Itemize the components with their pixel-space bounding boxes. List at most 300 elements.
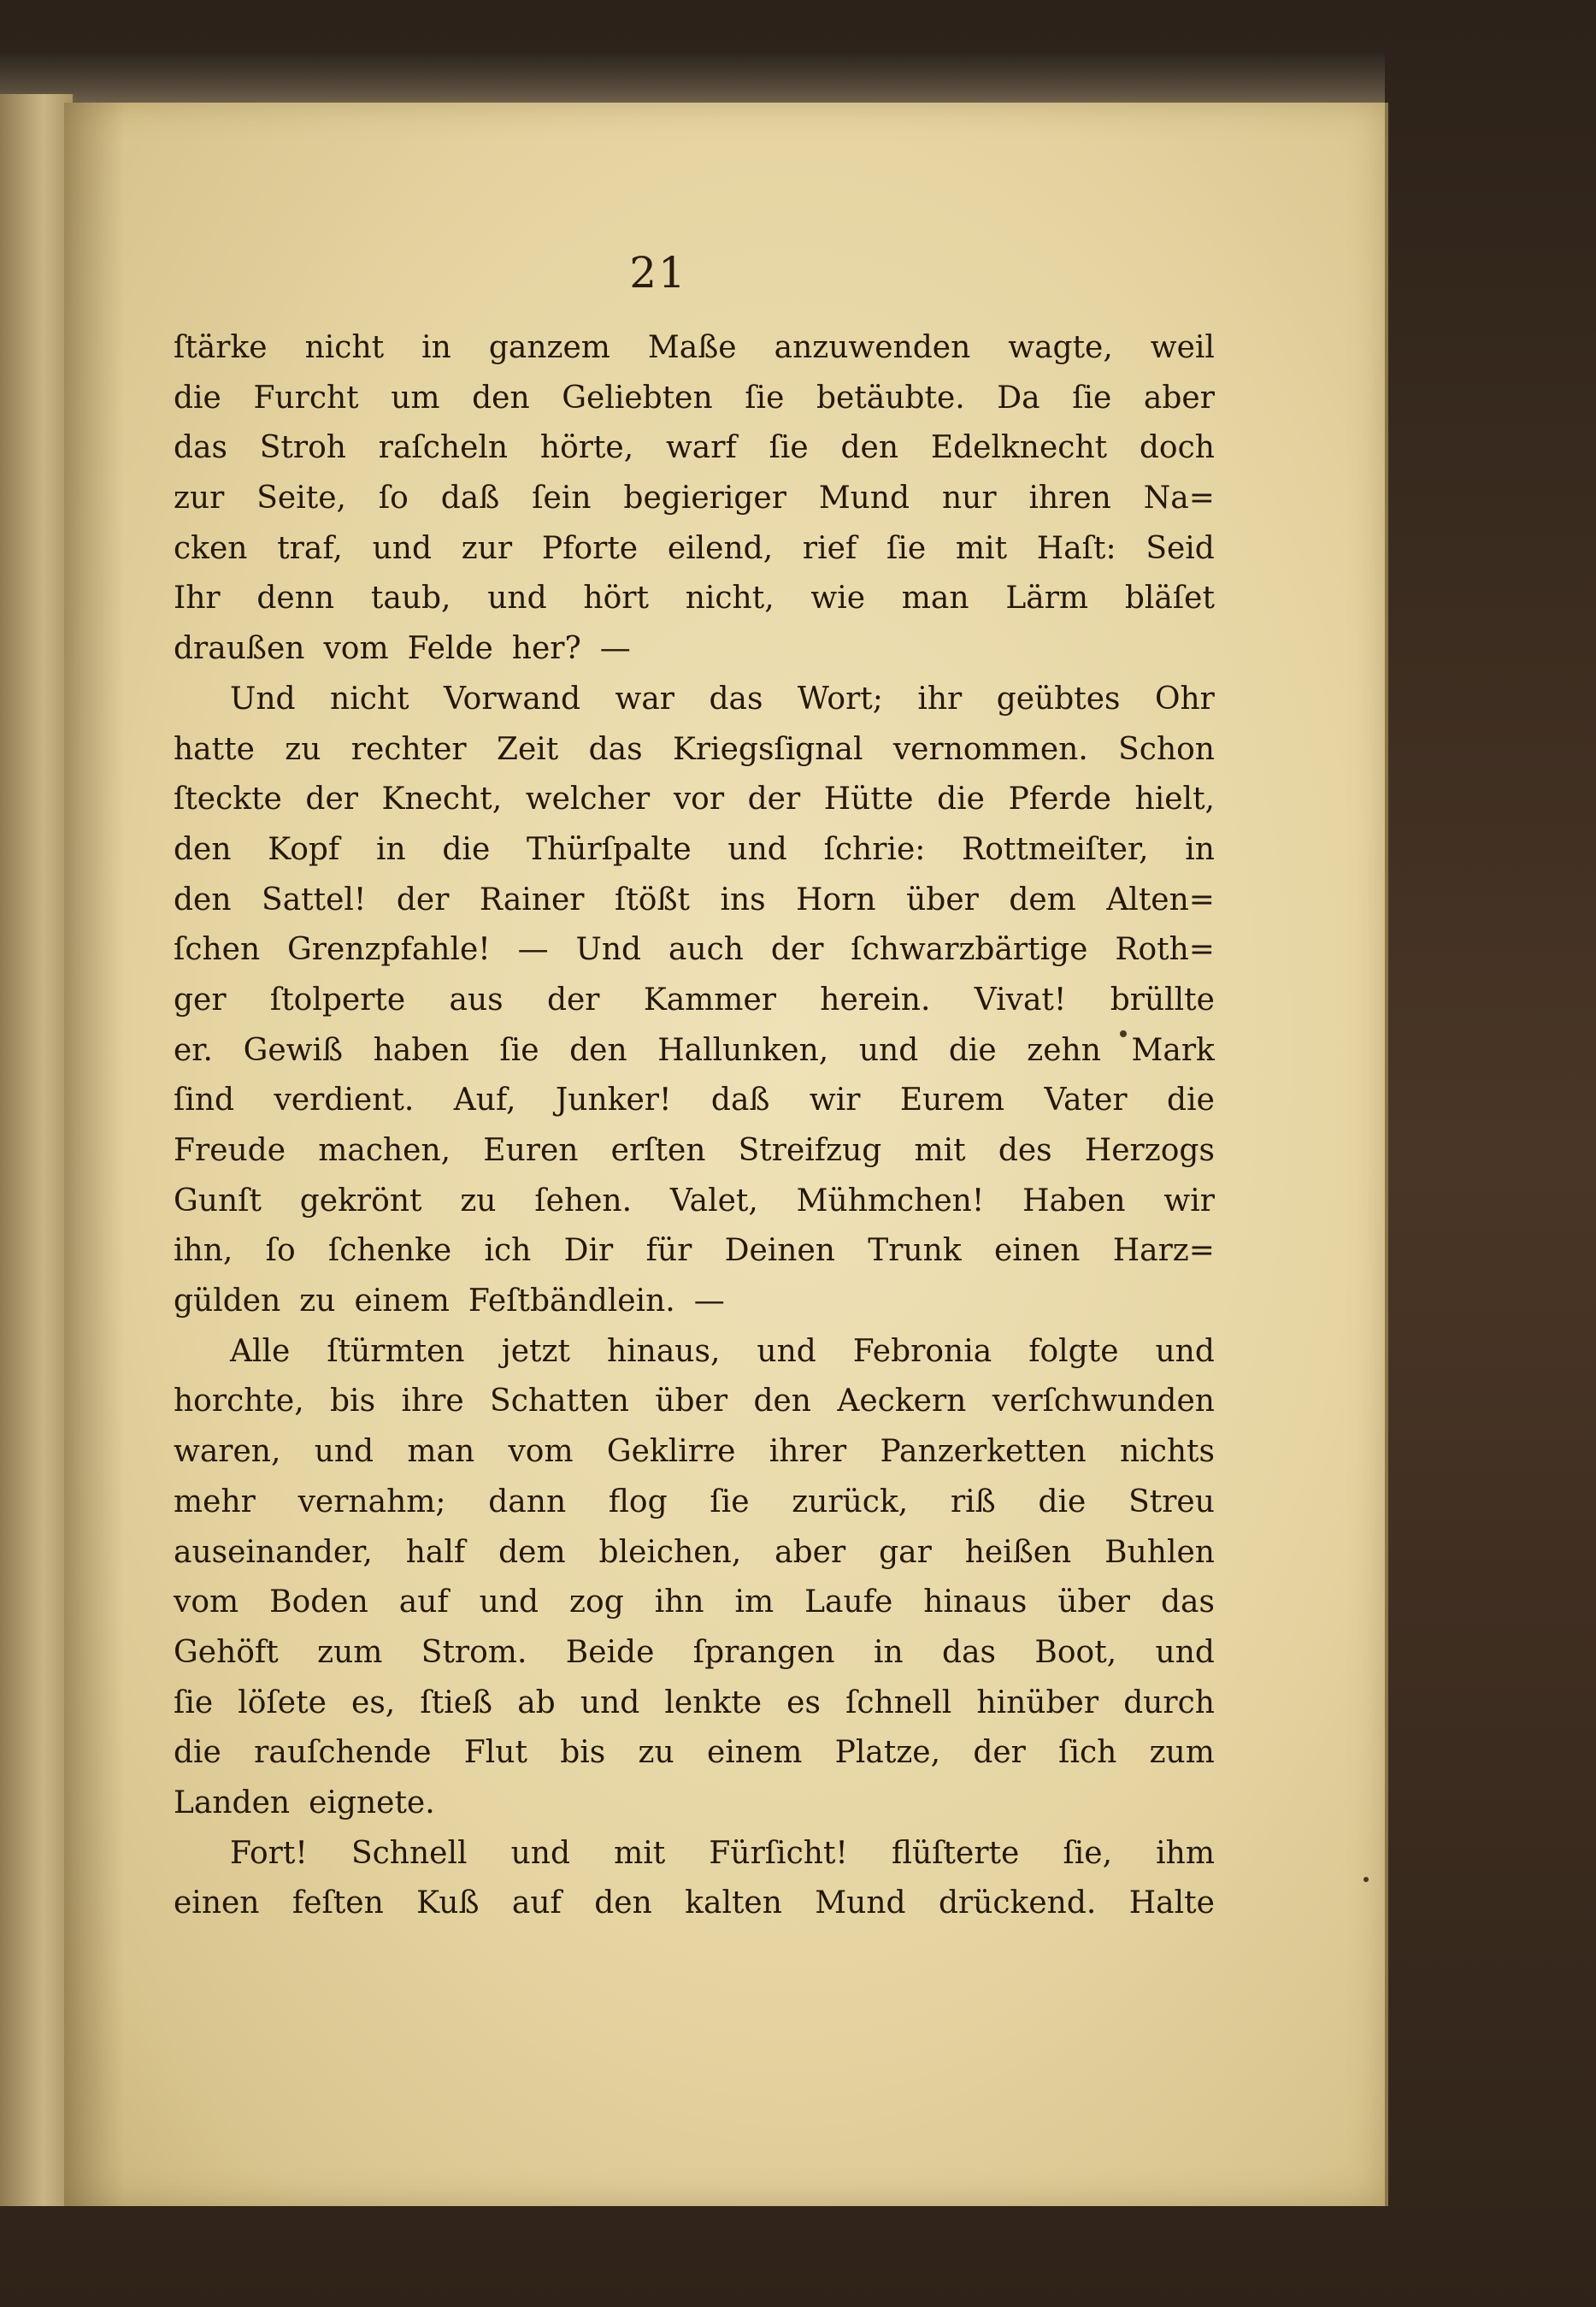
word: Mark xyxy=(1131,1032,1215,1068)
word: ſie xyxy=(745,380,785,416)
text-line xyxy=(174,1578,1215,1628)
word: Gunſt xyxy=(174,1183,262,1218)
word: Mühmchen! xyxy=(796,1183,985,1218)
text-line xyxy=(174,1076,1215,1126)
word: der xyxy=(396,882,450,917)
word: die xyxy=(937,782,985,817)
word: Kopf xyxy=(268,831,340,867)
word: mehr xyxy=(174,1484,256,1519)
paper-spot xyxy=(1120,1030,1127,1037)
text-line xyxy=(174,1026,1215,1077)
word: Valet, xyxy=(669,1183,758,1218)
word: nichts xyxy=(1120,1434,1215,1470)
word: ihren xyxy=(1028,481,1111,516)
word: die xyxy=(1038,1484,1087,1519)
word: der xyxy=(770,932,824,968)
word: Alten= xyxy=(1106,882,1215,917)
word: Trunk xyxy=(868,1233,962,1269)
text-line xyxy=(174,1226,1215,1277)
word: er. xyxy=(174,1032,214,1068)
word: flog xyxy=(608,1484,668,1519)
word: löſete xyxy=(238,1685,327,1720)
word: zehn xyxy=(1027,1032,1101,1068)
word: man xyxy=(407,1434,475,1470)
word: ſteckte xyxy=(174,782,282,817)
word: Beide xyxy=(565,1634,655,1670)
word: jetzt xyxy=(501,1333,570,1369)
word: Gewiß xyxy=(243,1032,344,1068)
text-line xyxy=(174,1779,1215,1829)
text-line xyxy=(174,524,1215,575)
word: um xyxy=(391,380,440,416)
text-line xyxy=(174,1679,1215,1729)
word: einem xyxy=(706,1735,803,1771)
word: Haſt: xyxy=(1036,530,1116,566)
word: Grenzpfahle! xyxy=(287,932,491,968)
word: ihn, xyxy=(174,1233,233,1269)
word: der xyxy=(747,782,801,817)
word: — xyxy=(599,631,631,667)
text-line xyxy=(174,323,1215,374)
word: raſcheln xyxy=(378,430,509,466)
word: Kriegsſignal xyxy=(672,731,863,767)
word: ſchrie: xyxy=(823,831,926,867)
word: ſtürmten xyxy=(327,1333,465,1369)
word: Pforte xyxy=(541,530,639,566)
word: hatte xyxy=(174,731,255,767)
word: — xyxy=(517,932,549,968)
word: Herzogs xyxy=(1084,1133,1215,1168)
word: hinaus xyxy=(923,1584,1028,1620)
word: — xyxy=(693,1283,725,1319)
paper-spot xyxy=(1363,1877,1369,1882)
word: ſie xyxy=(769,430,809,466)
word: Seid xyxy=(1145,530,1215,566)
word: Boden xyxy=(269,1584,368,1620)
word: zum xyxy=(317,1634,383,1670)
text-line xyxy=(174,1377,1215,1427)
word: in xyxy=(375,831,406,867)
word: zur xyxy=(461,530,513,566)
word: der xyxy=(305,782,358,817)
word: Haben xyxy=(1022,1183,1126,1218)
word: Rainer xyxy=(479,882,585,917)
book-page xyxy=(64,103,1388,2206)
word: draußen xyxy=(174,631,305,667)
word: Deinen xyxy=(724,1233,835,1269)
body-text xyxy=(174,323,1215,1929)
word: daß xyxy=(710,1083,770,1118)
word: mit xyxy=(614,1835,666,1871)
word: es xyxy=(786,1685,821,1720)
word: Junker! xyxy=(555,1083,672,1118)
word: Gehöft xyxy=(174,1634,279,1670)
word: Vorwand xyxy=(443,681,581,717)
word: den xyxy=(753,1384,811,1419)
word: Euren xyxy=(483,1133,579,1168)
word: wagte, xyxy=(1008,330,1113,365)
word: Platze, xyxy=(834,1735,941,1771)
word: ſich xyxy=(1058,1735,1117,1771)
word: eilend, xyxy=(667,530,774,566)
word: ihm xyxy=(1156,1835,1215,1871)
word: ſtolperte xyxy=(269,982,406,1018)
word: auf xyxy=(511,1885,562,1921)
word: erſten xyxy=(610,1133,706,1168)
word: warf xyxy=(665,430,737,466)
word: Streifzug xyxy=(738,1133,882,1168)
word: die xyxy=(174,380,221,416)
word: feſten xyxy=(292,1885,384,1921)
word: und xyxy=(510,1835,571,1871)
word: in xyxy=(421,330,451,365)
word: in xyxy=(1185,831,1215,867)
word: dann xyxy=(488,1484,567,1519)
word: das xyxy=(709,681,763,717)
word: cken xyxy=(174,530,248,566)
word: horchte, xyxy=(174,1384,304,1419)
word: Lärm xyxy=(1005,581,1089,617)
text-line xyxy=(174,876,1215,926)
word: Fort! xyxy=(230,1835,308,1871)
word: Knecht, xyxy=(381,782,503,817)
word: Edelknecht xyxy=(930,430,1108,466)
word: ganzem xyxy=(488,330,610,365)
word: für xyxy=(645,1233,692,1269)
text-line xyxy=(174,423,1215,474)
word: taub, xyxy=(370,581,451,617)
word: Seite, xyxy=(256,481,346,516)
word: zog xyxy=(569,1584,624,1620)
word: über xyxy=(655,1384,728,1419)
word: das xyxy=(1160,1584,1215,1620)
word: ſehen. xyxy=(534,1183,633,1218)
word: doch xyxy=(1139,430,1215,466)
word: ins xyxy=(720,882,766,917)
word: Geliebten xyxy=(562,380,713,416)
word: ſo xyxy=(378,481,409,516)
word: Hütte xyxy=(823,782,914,817)
word: das xyxy=(588,731,643,767)
word: bläſet xyxy=(1124,581,1215,617)
word: und xyxy=(314,1434,374,1470)
word: Kuß xyxy=(416,1885,480,1921)
text-line xyxy=(174,574,1215,624)
word: kalten xyxy=(685,1885,782,1921)
word: riß xyxy=(950,1484,996,1519)
word: Furcht xyxy=(253,380,359,416)
word: nicht xyxy=(330,681,409,717)
word: den xyxy=(174,882,232,917)
text-line xyxy=(174,1427,1215,1478)
word: durch xyxy=(1123,1685,1215,1720)
word: ſchenke xyxy=(327,1233,452,1269)
word: Auf, xyxy=(453,1083,516,1118)
word: zu xyxy=(285,731,321,767)
word: ſchnell xyxy=(845,1685,952,1720)
word: verdient. xyxy=(274,1083,415,1118)
word: rechter xyxy=(350,731,467,767)
word: Landen xyxy=(174,1785,291,1820)
word: waren, xyxy=(174,1434,281,1470)
word: Flut xyxy=(463,1735,527,1771)
word: Schon xyxy=(1118,731,1215,767)
text-line xyxy=(174,976,1215,1026)
word: Halte xyxy=(1128,1885,1215,1921)
word: zu xyxy=(299,1283,336,1319)
word: herein. xyxy=(820,982,931,1018)
word: und xyxy=(858,1032,919,1068)
word: vom xyxy=(508,1434,574,1470)
word: ſtieß xyxy=(420,1685,493,1720)
word: Mund xyxy=(815,1885,906,1921)
word: vernommen. xyxy=(892,731,1088,767)
word: und xyxy=(487,581,547,617)
word: auseinander, xyxy=(174,1534,373,1570)
word: mit xyxy=(955,530,1008,566)
word: Kammer xyxy=(643,982,776,1018)
word: und xyxy=(479,1584,539,1620)
word: machen, xyxy=(318,1133,451,1168)
text-line xyxy=(174,474,1215,524)
word: zum xyxy=(1149,1735,1215,1771)
word: ſchwarzbärtige xyxy=(851,932,1088,968)
word: folgte xyxy=(1028,1333,1119,1369)
word: man xyxy=(901,581,969,617)
word: den xyxy=(174,831,232,867)
word: Strom. xyxy=(421,1634,527,1670)
word: zur xyxy=(174,481,225,516)
word: Vater xyxy=(1044,1083,1128,1118)
word: nur xyxy=(941,481,997,516)
word: ihn xyxy=(654,1584,704,1620)
word: geübtes xyxy=(996,681,1121,717)
word: Vivat! xyxy=(974,982,1067,1018)
word: ich xyxy=(484,1233,532,1269)
word: vom xyxy=(323,631,389,667)
word: verſchwunden xyxy=(992,1384,1215,1419)
word: gekrönt xyxy=(299,1183,422,1218)
word: bis xyxy=(330,1384,376,1419)
text-line xyxy=(174,1177,1215,1227)
text-line xyxy=(174,1478,1215,1528)
gutter-shadow xyxy=(64,103,124,2206)
word: nicht, xyxy=(685,581,774,617)
word: und xyxy=(727,831,787,867)
word: Na= xyxy=(1143,481,1215,516)
word: ger xyxy=(174,982,227,1018)
word: Ihr xyxy=(174,581,221,617)
word: einem xyxy=(354,1283,450,1319)
word: in xyxy=(873,1634,904,1670)
word: drückend. xyxy=(938,1885,1097,1921)
word: den xyxy=(472,380,530,416)
text-line xyxy=(174,675,1215,725)
word: Mund xyxy=(818,481,910,516)
word: hört xyxy=(583,581,649,617)
text-line xyxy=(174,1528,1215,1578)
word: die xyxy=(948,1032,997,1068)
word: ſchen xyxy=(174,932,261,968)
word: die xyxy=(174,1735,221,1771)
text-line xyxy=(174,725,1215,776)
word: zu xyxy=(460,1183,497,1218)
word: Und xyxy=(230,681,296,717)
word: lenkte xyxy=(664,1685,763,1720)
text-line xyxy=(174,1628,1215,1679)
text-line xyxy=(174,1327,1215,1378)
word: Horn xyxy=(796,882,876,917)
word: auf xyxy=(398,1584,449,1620)
text-line xyxy=(174,624,1215,675)
text-line xyxy=(174,374,1215,424)
word: Streu xyxy=(1128,1484,1215,1519)
word: gülden xyxy=(174,1283,281,1319)
word: einen xyxy=(174,1885,260,1921)
text-line xyxy=(174,1126,1215,1177)
word: aus xyxy=(449,982,504,1018)
word: Und xyxy=(575,932,642,968)
word: daß xyxy=(440,481,500,516)
word: ſind xyxy=(174,1083,235,1118)
text-line xyxy=(174,1277,1215,1327)
word: Ohr xyxy=(1154,681,1215,717)
word: Schnell xyxy=(350,1835,468,1871)
word: ſie xyxy=(1072,380,1112,416)
word: Dir xyxy=(563,1233,614,1269)
word: Rottmeiſter, xyxy=(962,831,1149,867)
word: ihrer xyxy=(769,1434,847,1470)
word: Boot, xyxy=(1034,1634,1117,1670)
word: Aeckern xyxy=(837,1384,967,1419)
word: denn xyxy=(256,581,335,617)
word: Stroh xyxy=(259,430,346,466)
word: der xyxy=(973,1735,1026,1771)
word: ſie xyxy=(710,1484,750,1519)
word: Febronia xyxy=(852,1333,992,1369)
word: der xyxy=(546,982,600,1018)
word: Felde xyxy=(407,631,493,667)
word: bleichen, xyxy=(598,1534,742,1570)
word: dem xyxy=(498,1534,566,1570)
word: haben xyxy=(373,1032,469,1068)
word: flüſterte xyxy=(892,1835,1020,1871)
word: vernahm; xyxy=(297,1484,446,1519)
word: ihre xyxy=(401,1384,464,1419)
word: Da xyxy=(997,380,1040,416)
word: des xyxy=(998,1133,1052,1168)
word: wie xyxy=(810,581,866,617)
word: ſein xyxy=(532,481,592,516)
word: ſtößt xyxy=(615,882,690,917)
word: Fürſicht! xyxy=(709,1835,848,1871)
word: ſprangen xyxy=(692,1634,835,1670)
word: über xyxy=(1057,1584,1130,1620)
word: Eurem xyxy=(899,1083,1005,1118)
word: mit xyxy=(914,1133,966,1168)
word: und xyxy=(757,1333,816,1369)
word: aber xyxy=(1143,380,1215,416)
word: traf, xyxy=(277,530,343,566)
word: Hallunken, xyxy=(657,1032,829,1068)
word: die xyxy=(442,831,491,867)
word: ſie xyxy=(499,1032,539,1068)
word: Pferde xyxy=(1008,782,1111,817)
word: betäubte. xyxy=(816,380,965,416)
word: im xyxy=(734,1584,774,1620)
word: Thürſpalte xyxy=(526,831,692,867)
word: über xyxy=(906,882,979,917)
text-line xyxy=(174,825,1215,876)
word: einen xyxy=(993,1233,1081,1269)
page-number: 21 xyxy=(629,248,687,298)
word: es, xyxy=(351,1685,396,1720)
text-line xyxy=(174,1728,1215,1779)
word: das xyxy=(174,430,227,466)
word: half xyxy=(405,1534,466,1570)
word: aber xyxy=(774,1534,846,1570)
text-line xyxy=(174,925,1215,976)
word: Schatten xyxy=(490,1384,629,1419)
word: wir xyxy=(809,1083,861,1118)
word: Laufe xyxy=(804,1584,893,1620)
word: Alle xyxy=(230,1333,291,1369)
word: begieriger xyxy=(623,481,786,516)
word: Wort; xyxy=(797,681,883,717)
word: dem xyxy=(1009,882,1076,917)
word: her? xyxy=(511,631,581,667)
word: wir xyxy=(1163,1183,1215,1218)
word: brüllte xyxy=(1110,982,1215,1018)
word: ab xyxy=(517,1685,556,1720)
word: auch xyxy=(668,932,744,968)
word: Geklirre xyxy=(606,1434,736,1470)
word: Sattel! xyxy=(262,882,367,917)
word: hielt, xyxy=(1134,782,1215,817)
word: Roth= xyxy=(1115,932,1215,968)
word: nicht xyxy=(304,330,385,365)
word: war xyxy=(615,681,674,717)
text-line xyxy=(174,1879,1215,1929)
word: die xyxy=(1167,1083,1215,1118)
word: heißen xyxy=(964,1534,1072,1570)
word: Freude xyxy=(174,1133,286,1168)
word: ſtärke xyxy=(174,330,268,365)
word: und xyxy=(372,530,433,566)
word: vor xyxy=(673,782,725,817)
word: weil xyxy=(1150,330,1215,365)
word: Maße xyxy=(647,330,737,365)
word: welcher xyxy=(525,782,651,817)
word: und xyxy=(580,1685,640,1720)
word: Zeit xyxy=(496,731,559,767)
word: rief xyxy=(802,530,857,566)
word: ſo xyxy=(265,1233,296,1269)
word: vom xyxy=(174,1584,239,1620)
word: eignete. xyxy=(309,1785,435,1820)
word: Panzerketten xyxy=(880,1434,1087,1470)
word: Feſtbändlein. xyxy=(468,1283,675,1319)
word: den xyxy=(840,430,899,466)
word: Harz= xyxy=(1112,1233,1215,1269)
word: gar xyxy=(879,1534,932,1570)
word: und xyxy=(1155,1634,1215,1670)
word: ſie xyxy=(886,530,927,566)
word: Buhlen xyxy=(1104,1534,1215,1570)
word: den xyxy=(569,1032,627,1068)
word: rauſchende xyxy=(254,1735,432,1771)
word: zu xyxy=(638,1735,674,1771)
